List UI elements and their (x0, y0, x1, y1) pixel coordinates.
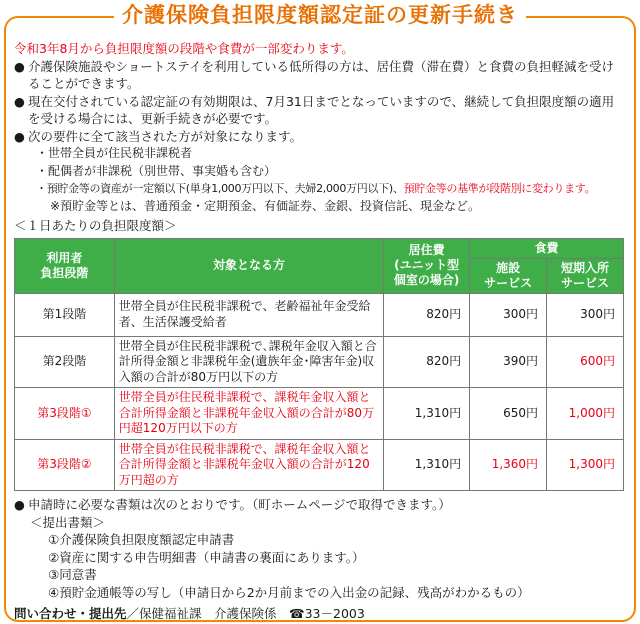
title-bar (0, 0, 640, 30)
cell-target: 世帯全員が住民税非課税で､課税年金収入額と合計所得金額と非課税年金(遺族年金･障害年金)収入額の合計が80万円以下の方 (114, 336, 383, 388)
bullet-marker: ● (14, 128, 25, 144)
table-row (15, 388, 624, 440)
limit-table (14, 238, 624, 492)
bullet-1 (14, 58, 624, 93)
cell-stage: 第3段階② (15, 439, 115, 491)
header-target: 対象となる方 (114, 238, 383, 293)
cell-stage: 第1段階 (15, 293, 115, 336)
cell-facility: 390円 (470, 336, 547, 388)
requirement-2: ・配偶者が非課税（別世帯、事実婚も含む） (36, 163, 277, 178)
cell-short: 1,000円 (547, 388, 624, 440)
table-row (15, 439, 624, 491)
table-title: ＜１日あたりの負担限度額＞ (14, 218, 177, 233)
cell-short: 300円 (547, 293, 624, 336)
cell-target: 世帯全員が住民税非課税で、老齢福祉年金受給者、生活保護受給者 (114, 293, 383, 336)
documents-heading: ＜提出書類＞ (30, 514, 106, 530)
requirement-text: 世帯全員が住民税非課税者 (48, 146, 193, 160)
requirement-3: ・預貯金等の資産が一定額以下(単身1,000万円以下、夫婦2,000万円以下)、預貯金等の基準が段階別に変わります。 (36, 182, 596, 195)
cell-facility: 650円 (470, 388, 547, 440)
header-stage: 利用者 負担段階 (15, 238, 115, 293)
table-row (15, 293, 624, 336)
change-notice: 令和3年8月から負担限度額の段階や食費が一部変わります。 (14, 41, 354, 56)
bullet-marker: ● (14, 497, 25, 512)
requirement-text: 配偶者が非課税（別世帯、事実婚も含む） (48, 163, 277, 178)
document-item: ①介護保険負担限度額認定申請書 (48, 532, 235, 547)
documents-intro (14, 496, 624, 514)
savings-note: ※預貯金等とは、普通預金・定期預金、有価証券、金銀、投資信託、現金など。 (50, 198, 481, 213)
page-title: 介護保険負担限度額認定証の更新手続き (114, 0, 526, 30)
bullet-text: 次の要件に全て該当された方が対象になります。 (28, 128, 303, 144)
contact-info (14, 605, 624, 623)
document-item: ③同意書 (48, 567, 97, 582)
cell-residence: 820円 (384, 336, 470, 388)
cell-short: 1,300円 (547, 439, 624, 491)
bullet-3 (14, 128, 624, 146)
cell-residence: 1,310円 (384, 388, 470, 440)
header-short: 短期入所 サービス (547, 258, 624, 293)
requirement-change-note: 預貯金等の基準が段階別に変わります。 (403, 182, 596, 195)
document-item: ④預貯金通帳等の写し（申請日から2か月前までの入出金の記録、残高がわかるもの） (48, 584, 530, 600)
table-row (15, 336, 624, 388)
cell-short: 600円 (547, 336, 624, 388)
cell-stage: 第3段階① (15, 388, 115, 440)
cell-residence: 1,310円 (384, 439, 470, 491)
contact-text: ／保健福祉課 介護保険係 ☎33－2003 (126, 606, 365, 621)
header-residence: 居住費 (ユニット型 個室の場合) (384, 238, 470, 293)
bullet-marker: ● (14, 58, 25, 74)
bullet-text: 現在交付されている認定証の有効期限は、7月31日までとなっていますので、継続して負担限度額の適用を受ける場合には、更新手続きが必要です。 (28, 93, 615, 126)
requirement-1: ・世帯全員が住民税非課税者 (36, 146, 193, 160)
cell-target: 世帯全員が住民税非課税で、課税年金収入額と合計所得金額と非課税年金収入額の合計が80万円超120万円以下の方 (114, 388, 383, 440)
document-item: ②資産に関する申告明細書（申請書の裏面にあります。） (48, 549, 365, 565)
contact-label: 問い合わせ・提出先 (14, 606, 127, 621)
cell-facility: 300円 (470, 293, 547, 336)
header-facility: 施設 サービス (470, 258, 547, 293)
cell-stage: 第2段階 (15, 336, 115, 388)
header-meal: 食費 (470, 238, 624, 258)
documents-intro-text: 申請時に必要な書類は次のとおりです。（町ホームページで取得できます。） (28, 497, 451, 512)
bullet-marker: ● (14, 93, 25, 109)
bullet-2 (14, 93, 624, 128)
cell-facility: 1,360円 (470, 439, 547, 491)
content (14, 40, 624, 623)
requirement-text: 預貯金等の資産が一定額以下(単身1,000万円以下、夫婦2,000万円以下)、 (46, 182, 404, 195)
bullet-text: 介護保険施設やショートステイを利用している低所得の方は、居住費（滞在費）と食費の負担軽減を受けることができます。 (28, 58, 615, 91)
cell-residence: 820円 (384, 293, 470, 336)
cell-target: 世帯全員が住民税非課税で、課税年金収入額と合計所得金額と非課税年金収入額の合計が120万円超の方 (114, 439, 383, 491)
